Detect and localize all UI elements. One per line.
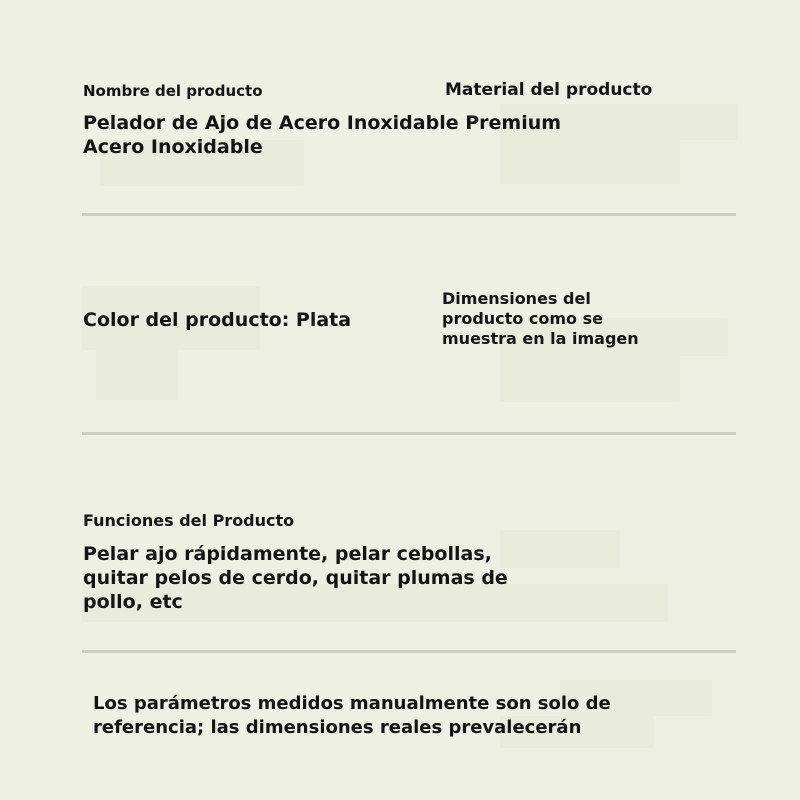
product-material-label: Material del producto	[445, 80, 653, 100]
background-smudge	[96, 350, 178, 400]
disclaimer-text: Los parámetros medidos manualmente son solo de referencia; las dimensiones reales prevalecerán	[93, 693, 611, 738]
background-smudge	[500, 356, 680, 402]
section-divider	[82, 650, 736, 653]
product-functions-label: Funciones del Producto	[83, 511, 295, 530]
product-dimensions-label: Dimensiones del producto como se muestra en la imagen	[442, 289, 639, 348]
product-color-text: Color del producto: Plata	[83, 309, 352, 331]
product-name-label: Nombre del producto	[83, 82, 263, 100]
product-functions-value: Pelar ajo rápidamente, pelar cebollas, quitar pelos de cerdo, quitar plumas de pollo, etc	[83, 543, 508, 613]
section-divider	[82, 213, 736, 216]
product-name-value: Pelador de Ajo de Acero Inoxidable Premium Acero Inoxidable	[83, 112, 562, 158]
section-divider	[82, 432, 736, 435]
